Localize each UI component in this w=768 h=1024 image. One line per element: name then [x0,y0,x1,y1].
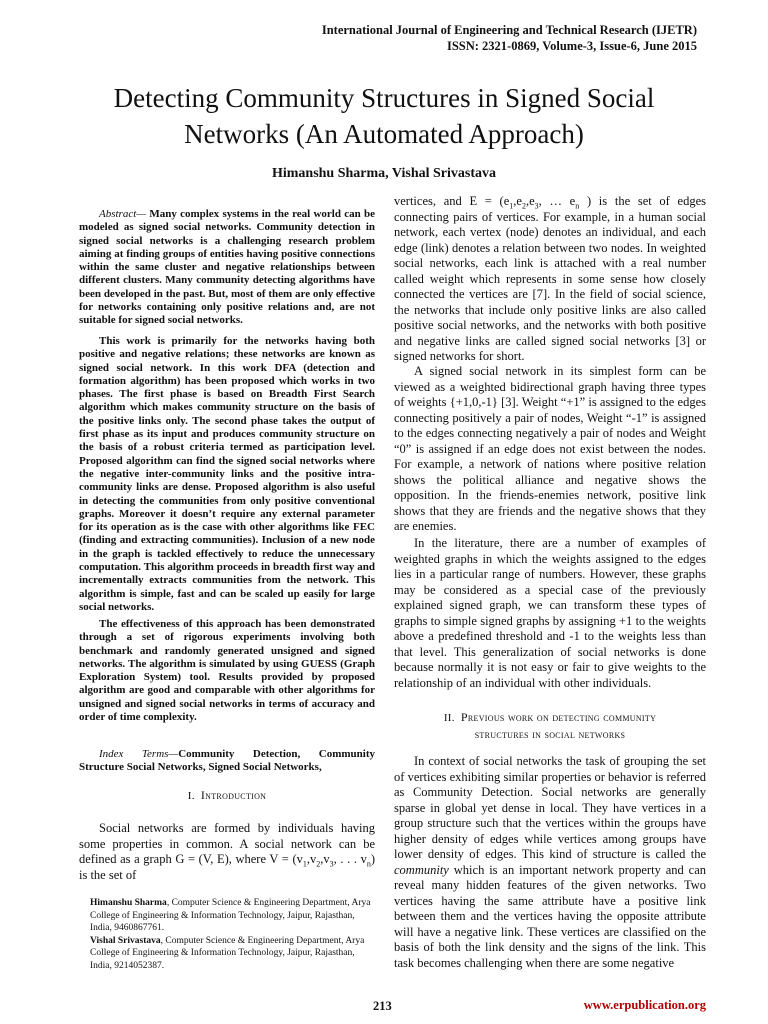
journal-header [322,22,697,54]
index-terms-label: Index Terms— [99,748,179,760]
weighted-graphs-paragraph: In the literature, there are a number of examples of weighted graphs in which the weights assigned to the edges lies in a particular range of numbers. However, these graphs may be considered as a special case of the previously explained signed graph, we can transform these types of graphs to simple signed graphs by assigning +1 to the weights above a predefined threshold and -1 to the weights less than that level. This generalization of social networks is done because normally it is not easy or fair to give weights to the relationship of an individual with other individuals. [394,536,706,690]
abstract-label: Abstract— [99,208,147,220]
section-2-number: II. [443,712,455,724]
abstract-text-1: Many complex systems in the real world can be modeled as signed social networks. Community detection in signed social networks is a challenging research problem aiming at finding groups of entities having positive connections within the same cluster and negative relationships between different clusters. Many community detecting algorithms have been developed in the past. But, most of them are only effective for networks containing only positive relations and, are not suitable for signed social networks. [79,208,375,327]
intro-paragraph-3 [394,364,706,535]
abstract-text-3: The effectiveness of this approach has been demonstrated through a set of rigorous experiments involving both benchmark and randomly generated unsigned and signed networks. The algorithm is simulated by using GUESS (Graph Exploration System) tool. Results provided by proposed algorithm are good and comparable with other algorithms for unsigned and signed social networks in terms of accuracy and order of time complexity. [79,618,375,724]
section-2-heading [394,710,706,742]
footnote-affiliation-2: , Computer Science & Engineering Department, Arya College of Engineering & Information Technology, Jaipur, Rajasthan, India, 9214052387. [90,935,365,971]
intro-paragraph-2: vertices, and $E = (e_1,e_2,e_3$, … $e_n$ ) is the set of edges connecting pairs of vertices. For example, in a human social network, each vertex (node) denotes an individual, and each edge (link) denotes a relation between two nodes. In weighted social networks, each link is attached with a real number called weight which represents in some sense how closely connected the vertices are [7]. In the field of social science, the networks that include only positive links are also called positive social networks, and the networks with both positive and negative links are called signed social networks [3] or signed networks for short. [394,194,706,363]
paper-title [60,80,708,152]
abstract-paragraph-1 [79,208,375,328]
abstract-paragraph-2 [79,335,375,614]
paper-title-line-1: Detecting Community Structures in Signed Social [113,83,655,113]
page-number: 213 [373,999,392,1013]
journal-name: International Journal of Engineering and Technical Research (IJETR) [321,23,697,37]
intro-paragraph-1: Social networks are formed by individuals having some properties in common. A social network can be defined as a graph G = (V, E), where $V = (v_1,v_2,v_3$, . . . $v_n$) is the set of [79,821,375,882]
section-2-paragraph-1: In context of social networks the task of grouping the set of vertices exhibiting similar properties or behavior is referred as Community Detection. Social networks are generally sparse in global yet dense in local. They have vertices in a group structure such that the vertices within the groups have higher density of edges while vertices among groups have lower density of edges. This kind of structure is called the community which is an important network property and can reveal many hidden features of the given networks. Two vertices having the same attribute have a positive link between them and the vertices having the opposite attribute will have a negative link. These vertices are classified on the basis of both the link density and the signs of the link. This task becomes challenging when there are some negative [394,754,707,970]
paper-authors: Himanshu Sharma, Vishal Srivastava [271,166,497,181]
footnote-author-2: Vishal Srivastava [90,935,161,946]
community-emphasis: community [394,862,449,877]
publisher-website[interactable]: www.erpublication.org [583,998,706,1012]
paper-title-line-2: Networks (An Automated Approach) [184,119,584,149]
intro-paragraph-4 [394,536,706,691]
author-footnotes [90,897,378,973]
section-2-title-line-2: structures in social networks [474,726,626,741]
footnote-author-1: Himanshu Sharma [90,898,167,908]
section-2-title-line-1: Previous work on detecting community [460,710,657,724]
abstract-paragraph-3 [79,618,375,724]
index-terms-text: Community Detection, Community Structure Social Networks, Signed Social Networks, [79,748,375,774]
section-1-number: I. [187,790,195,802]
section-1-heading [79,788,375,805]
abstract-text-2: This work is primarily for the networks having both positive and negative relations; these networks are known as signed social network. In this work DFA (detection and formation algorithm) has been proposed which works in two phases. The first phase is based on Breadth First Search algorithm which makes community structure on the basis of the positive links only. The second phase takes the output of first phase as its input and produces community structure on the basis of a robust criteria termed as participation level. Proposed algorithm can find the signed social networks where the negative inter-community links and the positive intra-community links are dense. Proposed algorithm is also useful in detecting the communities from only positive conventional graphs. Moreover it doesn’t require any external parameter for its operation as is the case with other algorithms like FEC (finding and extracting communities). Inclusion of a new node in the graph is tackled effectively to reduce the unnecessary computation. This algorithm proceeds in breadth first way and incrementally extracts communities from the network. This algorithm is simple, fast and can be scaled up easily for large social networks. [79,335,375,613]
signed-network-paragraph: A signed social network in its simplest form can be viewed as a weighted bidirectional graph having three types of weights {+1,0,-1} [3]. Weight “+1” is assigned to the edges connecting positively a pair of nodes, Weight “-1” is assigned to the edges connecting negatively a pair of nodes and Weight “0” is assigned if an edge does not exist between the nodes. For example, a network of nations where positive relation shows the political alliance and negative shows the opposition. In the friends-enemies network, positive link shows that they are friends and the negative shows that they are enemies. [394,364,706,533]
index-terms [79,748,375,775]
journal-issn: ISSN: 2321-0869, Volume-3, Issue-6, June 2015 [446,39,697,53]
footnote-affiliation-1: , Computer Science & Engineering Department, Arya College of Engineering & Information Technology, Jaipur, Rajasthan, India, 9460867761. [90,898,371,934]
section-1-title: Introduction [200,788,267,802]
